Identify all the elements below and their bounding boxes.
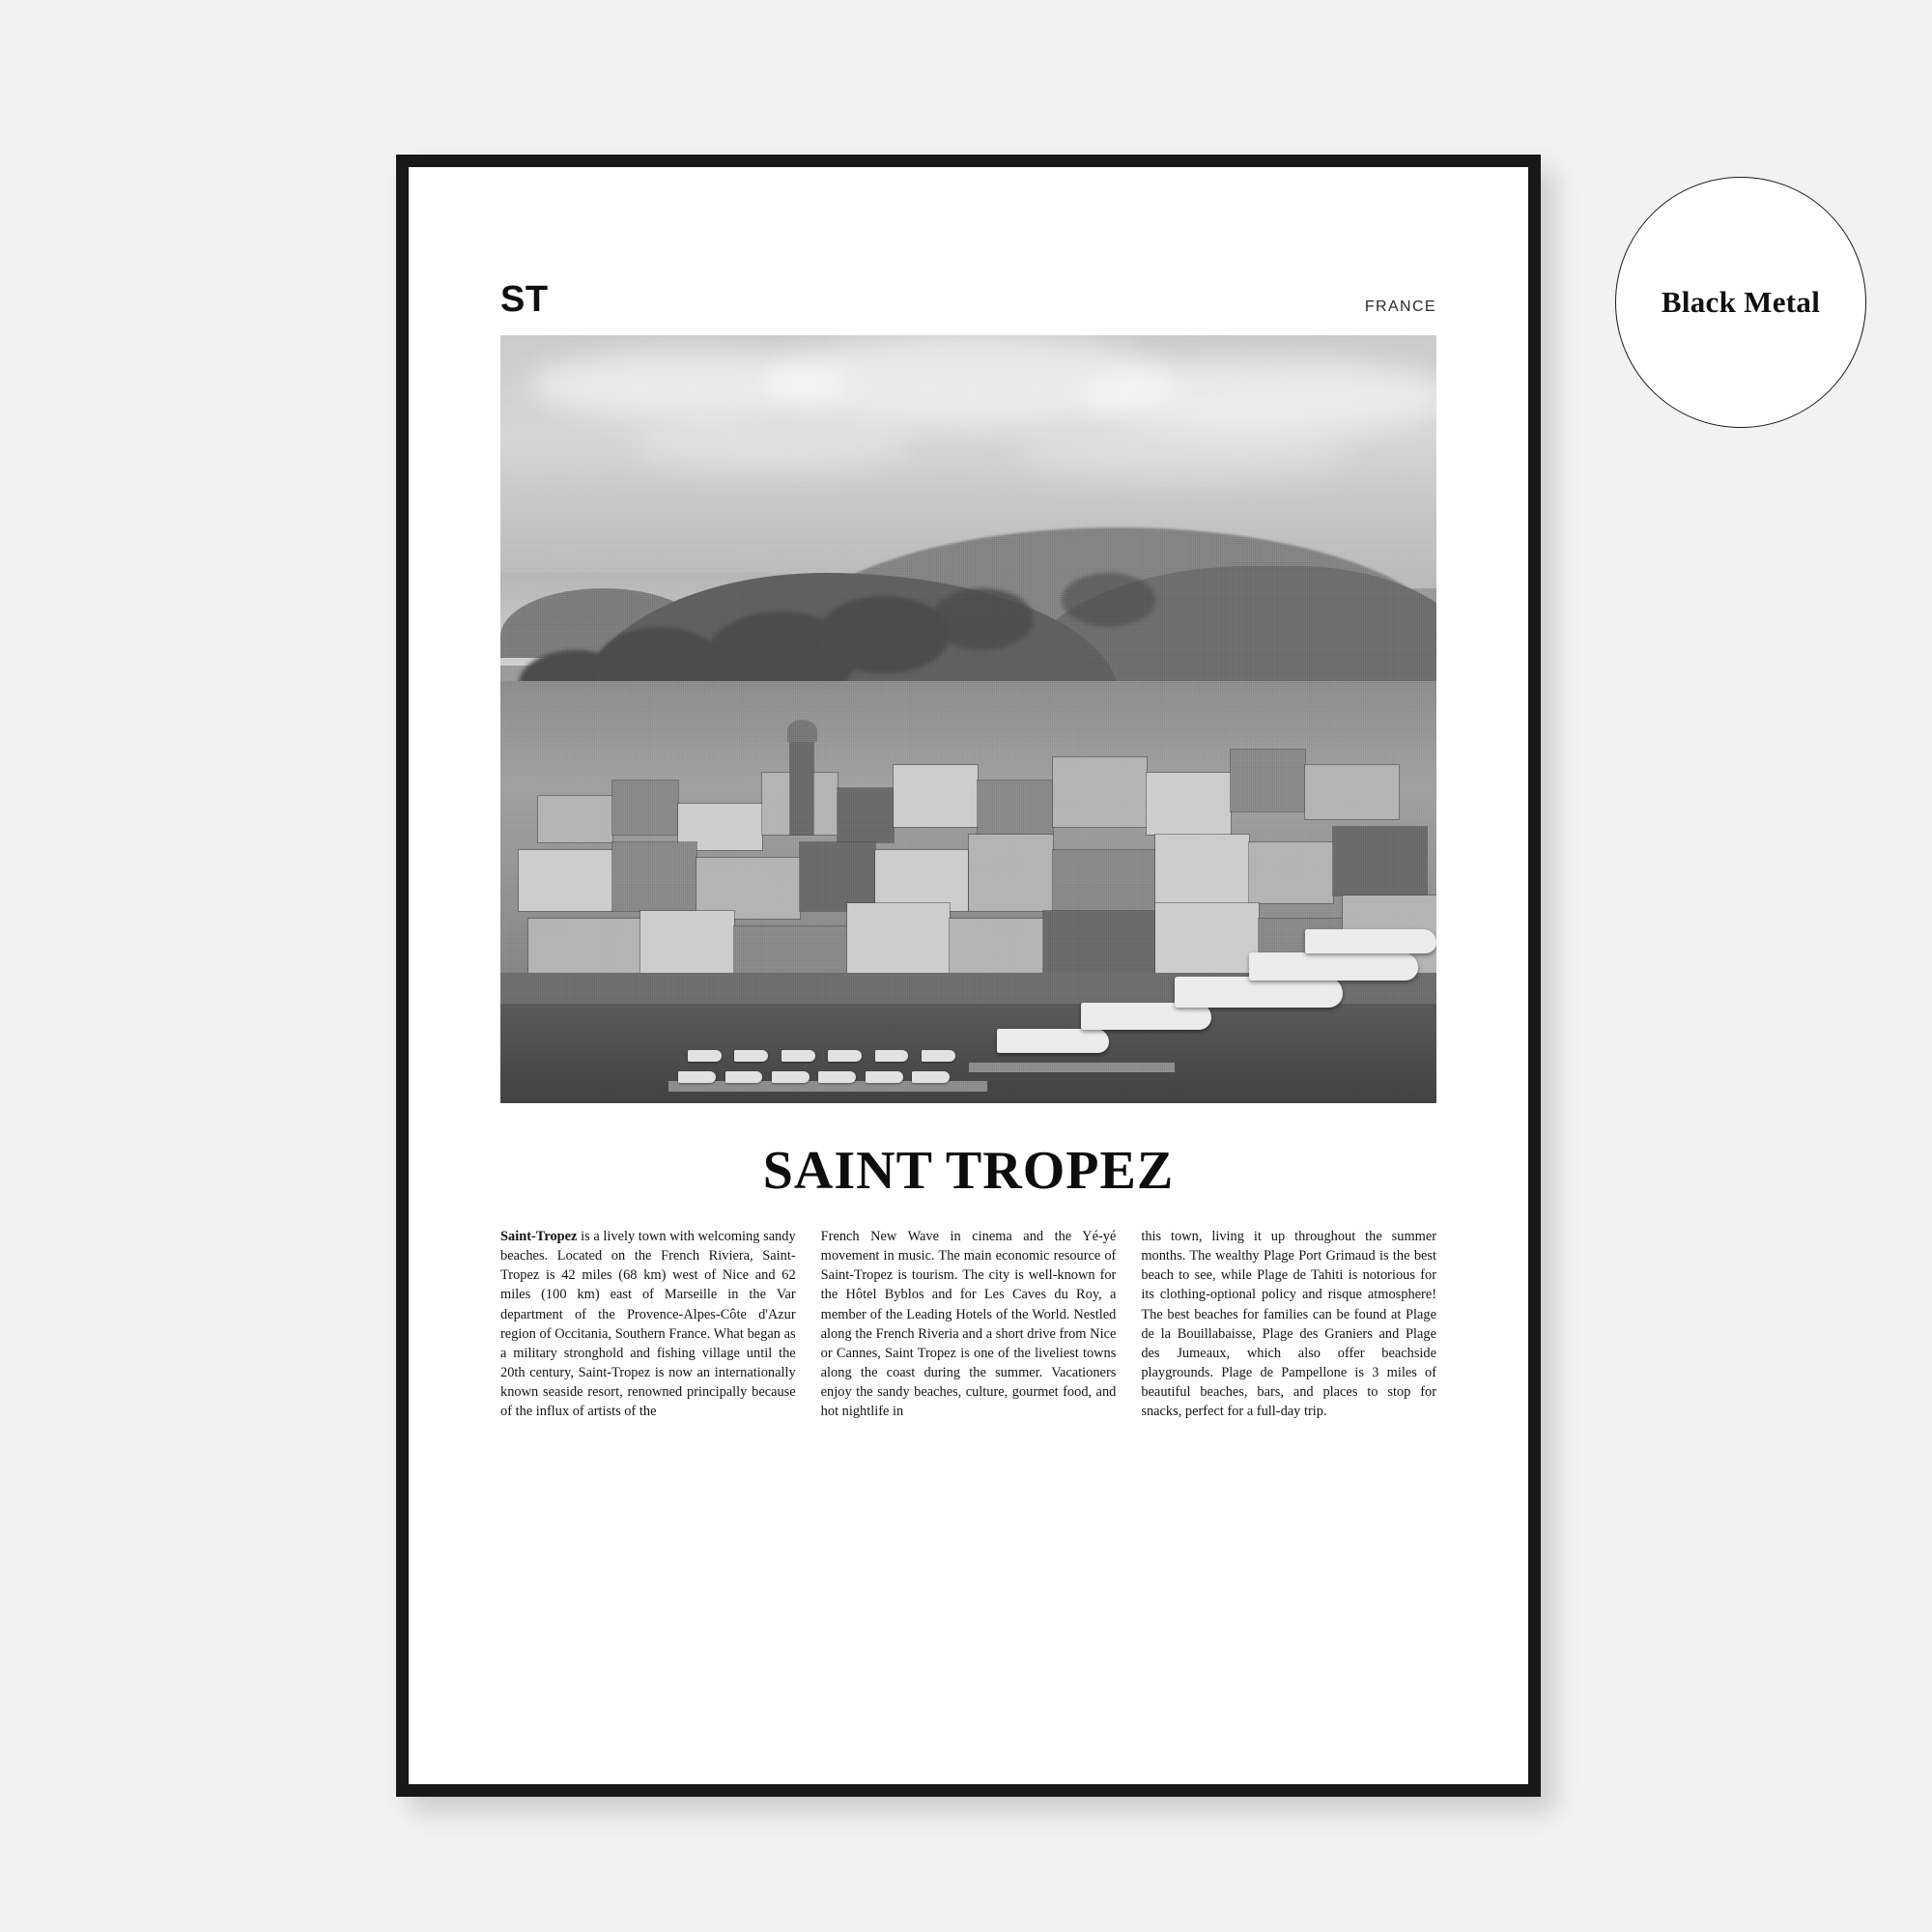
- photo-cloud: [632, 419, 913, 473]
- poster-column-1-text: is a lively town with welcoming sandy beaches. Located on the French Riviera, Saint-Tropez is 42 miles (68 km) west of Nice and 62 miles (100 km) east of Marseille in the Var department of the Provence-Alpes-Côte d'Azur region of Occitania, Southern France. What began as a military stronghold and fishing village until the 20th century, Saint-Tropez is now an internationally known seaside resort, renowned principally because of the influx of artists of the: [500, 1229, 796, 1420]
- photo-boat: [875, 1050, 909, 1062]
- photo-tree-cluster: [818, 596, 950, 673]
- photo-tree-cluster: [1062, 573, 1155, 627]
- photo-bell-tower-roof: [787, 720, 817, 743]
- photo-building: [1333, 827, 1427, 896]
- photo-building: [800, 842, 875, 912]
- poster-mat: [409, 167, 1528, 1784]
- poster-lead-in: Saint-Tropez: [500, 1229, 578, 1244]
- photo-building: [1147, 773, 1231, 835]
- photo-building: [1053, 850, 1156, 912]
- photo-boat: [781, 1050, 815, 1062]
- photo-building: [1231, 750, 1306, 811]
- photo-building: [1155, 903, 1259, 980]
- material-badge-label: Black Metal: [1661, 285, 1821, 319]
- photo-yacht: [1305, 929, 1436, 953]
- poster-content: [500, 273, 1436, 1697]
- photo-building: [875, 850, 969, 912]
- photo-building: [538, 796, 613, 842]
- photo-yacht: [1249, 952, 1417, 980]
- photo-bell-tower: [790, 734, 812, 834]
- photo-building: [838, 788, 894, 842]
- photo-building: [1155, 835, 1249, 904]
- poster-header: [500, 273, 1436, 318]
- poster-title: SAINT TROPEZ: [762, 1141, 1175, 1201]
- photo-building: [1249, 842, 1333, 904]
- photo-boat: [734, 1050, 768, 1062]
- photo-building: [969, 835, 1053, 912]
- photo-yacht: [1175, 977, 1343, 1008]
- poster-body-columns: [500, 1227, 1436, 1422]
- material-badge: [1615, 177, 1866, 428]
- photo-building: [612, 781, 678, 835]
- photo-boat: [866, 1071, 903, 1084]
- photo-tree-cluster: [931, 588, 1035, 650]
- photo-building: [612, 842, 696, 912]
- photo-building: [519, 850, 612, 912]
- photo-building: [1053, 757, 1147, 827]
- photo-yacht: [997, 1029, 1109, 1053]
- poster-column-3: this town, living it up throughout the summer months. The wealthy Plage Port Grimaud is the best beach to see, while Plage de Tahiti is notorious for its clothing-optional policy and risque atmosphere! The best beaches for families can be found at Plage de la Bouillabaisse, Plage des Graniers and Plage des Jumeaux, which also offer beachside playgrounds. Plage de Pampellone is 3 miles of beautiful beaches, bars, and places to stop for snacks, perfect for a full-day trip.: [1141, 1229, 1437, 1420]
- photo-boat: [678, 1071, 716, 1084]
- photo-building: [894, 765, 978, 827]
- poster-frame: [396, 155, 1541, 1797]
- photo-building: [1043, 911, 1155, 980]
- photo-boat: [922, 1050, 955, 1062]
- poster-country-label: FRANCE: [1364, 298, 1436, 315]
- photo-cloud: [1015, 427, 1352, 481]
- poster-column-1: [500, 1227, 796, 1422]
- poster-photo: [500, 335, 1436, 1103]
- poster-column-2: French New Wave in cinema and the Yé-yé movement in music. The main economic resource of Saint-Tropez is tourism. The city is well-known for the Hôtel Byblos and for Les Caves du Roy, a member of the Leading Hotels of the World. Nestled along the French Riveria and a short drive from Nice or Cannes, Saint Tropez is one of the liveliest towns along the coast during the summer. Vacationers enjoy the sandy beaches, culture, gourmet food, and hot nightlife in: [820, 1229, 1117, 1420]
- photo-building: [696, 858, 800, 920]
- photo-boat: [818, 1071, 856, 1084]
- photo-boat: [725, 1071, 763, 1084]
- photo-boat: [828, 1050, 862, 1062]
- photo-boat: [688, 1050, 722, 1062]
- photo-boat: [912, 1071, 950, 1084]
- photo-boat: [772, 1071, 810, 1084]
- photo-building: [978, 781, 1053, 835]
- poster-code-label: ST: [500, 279, 549, 320]
- photo-building: [1305, 765, 1399, 819]
- photo-dock: [969, 1063, 1175, 1072]
